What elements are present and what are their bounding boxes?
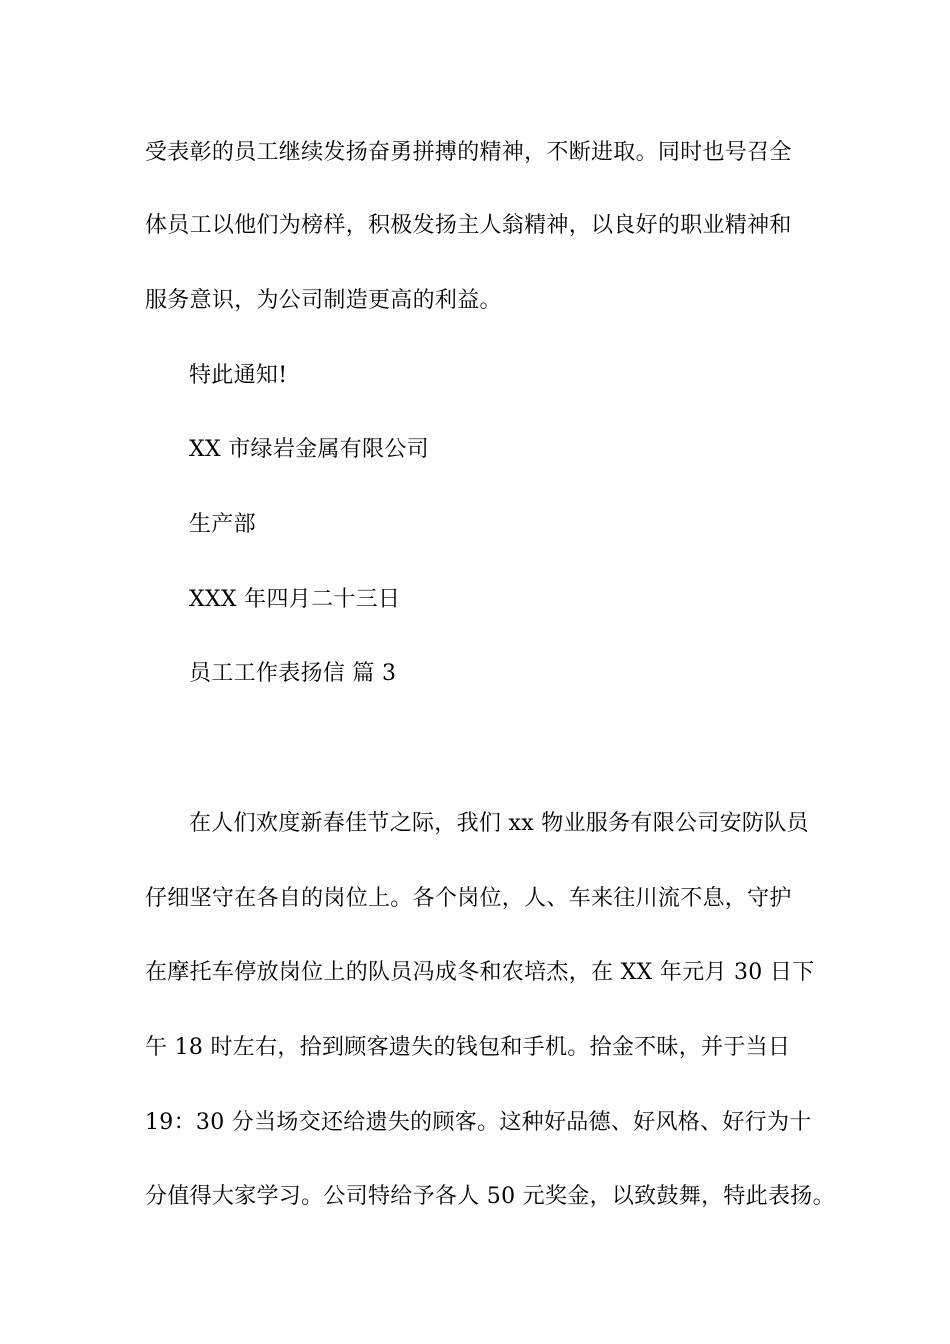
paragraph-line: 服务意识，为公司制造更高的利益。 xyxy=(145,288,502,313)
company-name: XX 市绿岩金属有限公司 xyxy=(189,437,429,462)
paragraph-line: 受表彰的员工继续发扬奋勇拼搏的精神，不断进取。同时也号召全 xyxy=(145,140,792,165)
notice-closing: 特此通知! xyxy=(189,363,288,388)
paragraph-line: 午 18 时左右，拾到顾客遗失的钱包和手机。拾金不昧，并于当日 xyxy=(145,1035,791,1060)
paragraph-line: 在摩托车停放岗位上的队员冯成冬和农培杰，在 XX 年元月 30 日下 xyxy=(145,960,815,985)
document-date: XXX 年四月二十三日 xyxy=(189,587,401,612)
section-heading: 员工工作表扬信 篇 3 xyxy=(189,661,397,686)
department-name: 生产部 xyxy=(189,512,256,537)
paragraph-line: 在人们欢度新春佳节之际，我们 xx 物业服务有限公司安防队员 xyxy=(189,811,809,836)
paragraph-line: 19：30 分当场交还给遗失的顾客。这种好品德、好风格、好行为十 xyxy=(145,1110,812,1135)
paragraph-line: 仔细坚守在各自的岗位上。各个岗位，人、车来往川流不息，守护 xyxy=(145,886,792,911)
paragraph-line: 分值得大家学习。公司特给予各人 50 元奖金，以致鼓舞，特此表扬。 xyxy=(145,1184,835,1209)
paragraph-line: 体员工以他们为榜样，积极发扬主人翁精神，以良好的职业精神和 xyxy=(145,213,792,238)
